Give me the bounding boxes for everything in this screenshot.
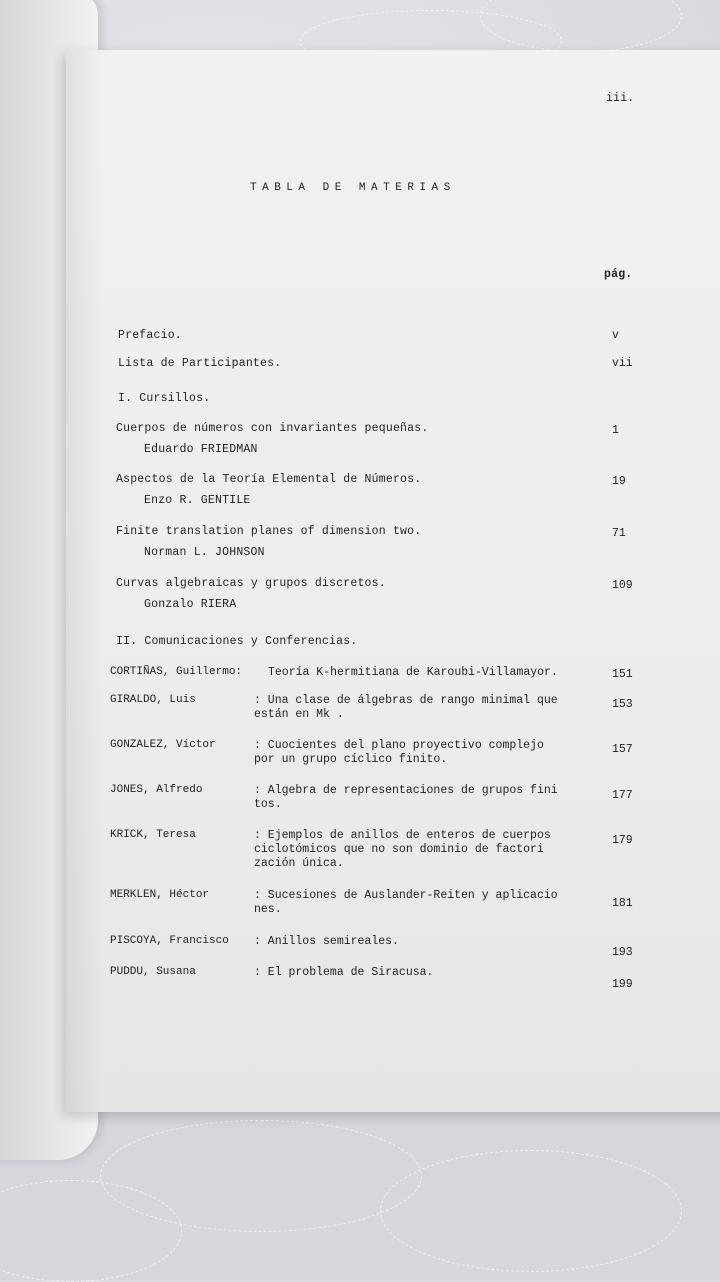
toc-entry-page: 199 [612, 978, 633, 991]
toc-entry-page: 193 [612, 946, 633, 959]
toc-entry-title: Cuerpos de números con invariantes pequeñas. [116, 422, 429, 435]
toc-entry-author: Enzo R. GENTILE [144, 494, 251, 507]
toc-entry-page: 19 [612, 475, 626, 488]
toc-entry-title: : Cuocientes del plano proyectivo complejo por un grupo cíclico finito. [254, 739, 544, 766]
toc-entry-page: 71 [612, 527, 626, 540]
toc-entry-title: : Algebra de representaciones de grupos fini tos. [254, 784, 558, 811]
toc-entry-author: Gonzalo RIERA [144, 598, 237, 611]
section-heading-comunicaciones: II. Comunicaciones y Conferencias. [116, 635, 358, 648]
toc-entry-page: 109 [612, 579, 633, 592]
toc-entry-title: Lista de Participantes. [118, 357, 282, 370]
toc-entry-title: : Anillos semireales. [254, 935, 399, 948]
toc-entry-author: CORTIÑAS, Guillermo: [110, 666, 243, 678]
toc-entry-author: JONES, Alfredo [110, 784, 203, 796]
toc-entry-author: Norman L. JOHNSON [144, 546, 265, 559]
page-number: iii. [606, 92, 635, 105]
toc-entry-page: v [612, 329, 619, 342]
toc-entry-author: KRICK, Teresa [110, 829, 196, 841]
page-column-label: pág. [604, 268, 633, 281]
toc-entry-title: : El problema de Siracusa. [254, 966, 434, 979]
toc-entry-page: 177 [612, 789, 633, 802]
page-gutter-shadow [66, 50, 104, 1112]
toc-entry-page: 181 [612, 897, 633, 910]
toc-entry-title: : Una clase de álgebras de rango minimal que están en Mk . [254, 694, 558, 721]
page-title: TABLA DE MATERIAS [250, 182, 456, 194]
toc-entry-page: 153 [612, 698, 633, 711]
toc-entry-author: PUDDU, Susana [110, 966, 196, 978]
toc-entry-title: Curvas algebraicas y grupos discretos. [116, 577, 386, 590]
section-heading-cursillos: I. Cursillos. [118, 392, 211, 405]
embroidery-pattern [380, 1150, 682, 1272]
toc-entry-author: GONZALEZ, Víctor [110, 739, 216, 751]
toc-entry-title: Finite translation planes of dimension two. [116, 525, 422, 538]
toc-entry-page: vii [612, 357, 633, 370]
toc-entry-title: Teoría K-hermitiana de Karoubi-Villamayor. [268, 666, 558, 679]
toc-entry-page: 157 [612, 743, 633, 756]
toc-entry-page: 1 [612, 424, 619, 437]
toc-entry-title: Aspectos de la Teoría Elemental de Números. [116, 473, 422, 486]
toc-entry-page: 179 [612, 834, 633, 847]
toc-entry-page: 151 [612, 668, 633, 681]
toc-entry-author: GIRALDO, Luis [110, 694, 196, 706]
toc-entry-author: Eduardo FRIEDMAN [144, 443, 258, 456]
toc-entry-title: : Ejemplos de anillos de enteros de cuerpos ciclotómicos que no son dominio de factori zación única. [254, 829, 551, 870]
toc-entry-author: PISCOYA, Francisco [110, 935, 229, 947]
toc-entry-title: Prefacio. [118, 329, 182, 342]
toc-entry-title: : Sucesiones de Auslander-Reiten y aplicacio nes. [254, 889, 558, 916]
toc-entry-author: MERKLEN, Héctor [110, 889, 210, 901]
